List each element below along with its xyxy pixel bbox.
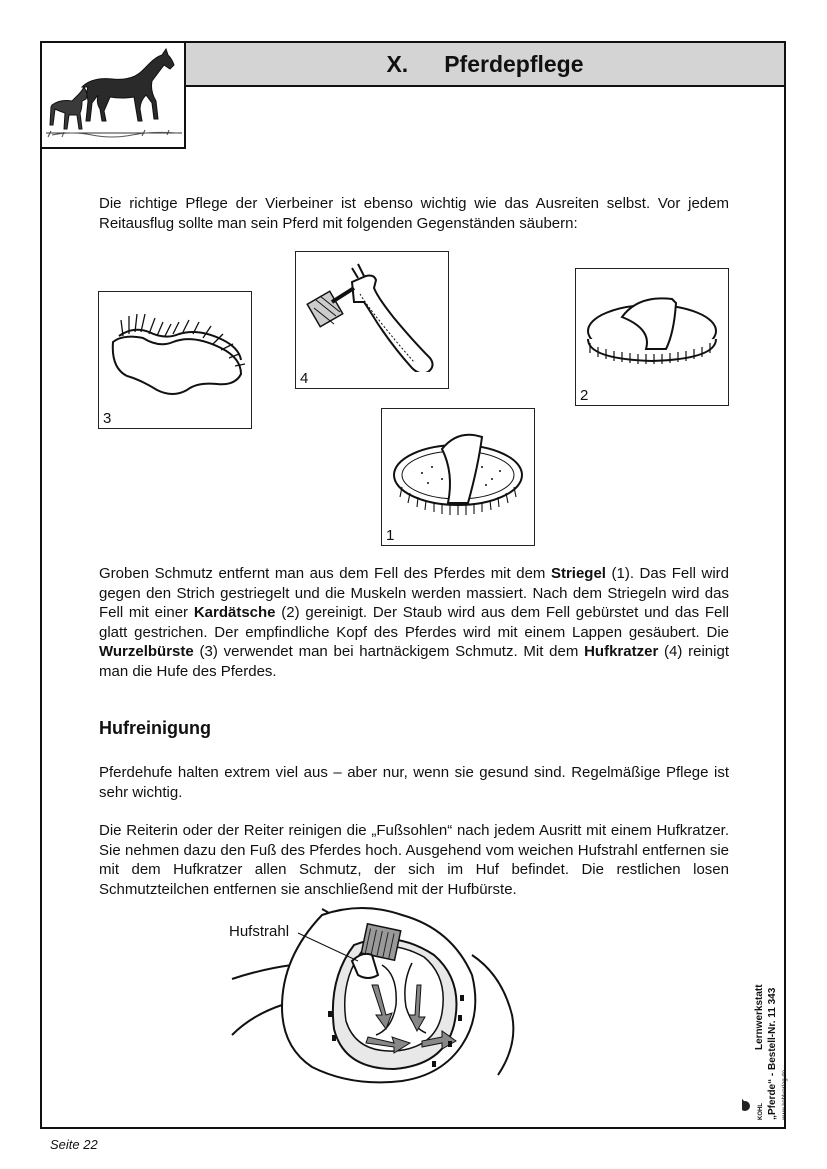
- horse-header-image: [40, 41, 186, 149]
- body-text-5: (4) reinigt man die Hufe des Pferdes.: [99, 643, 729, 680]
- body-text-1: Groben Schmutz entfernt man aus dem Fell des Pferdes mit dem: [99, 565, 551, 582]
- tool-number-4: 4: [300, 370, 309, 387]
- section-paragraph-2: Die Reiterin oder der Reiter reinigen die „Fußsohlen“ nach jedem Ausritt mit einem Hufkratzer. Sie nehmen dazu den Fuß des Pferdes hoch. Ausgehend vom weichen Hufstrahl entfernen sie mit dem Hufkratzer allen Schmutz, der sich im Huf befindet. Die restlichen losen Schmutzteilchen entfernen sie anschließend mit der Hufbürste.: [99, 822, 729, 898]
- publisher-vertical-text: [742, 880, 792, 1120]
- body-paragraph-tools: [99, 564, 729, 681]
- term-striegel: Striegel: [550, 565, 606, 582]
- kardaetsche-icon: [576, 269, 728, 389]
- wurzelbuerste-icon: [99, 292, 251, 412]
- section-paragraph-1: Pferdehufe halten extrem viel aus – aber nur, wenn sie gesund sind. Regelmäßige Pflege ist sehr wichtig.: [99, 764, 729, 801]
- publisher-url: www.kohlverlag.de: [782, 1069, 788, 1120]
- hufstrahl-label: Hufstrahl: [229, 923, 290, 940]
- tool-box-3: [98, 291, 252, 429]
- section-heading: Hufreinigung: [99, 718, 211, 738]
- hufkratzer-icon: [296, 252, 448, 372]
- tool-number-2: 2: [580, 387, 589, 404]
- striegel-icon: [382, 409, 534, 529]
- body-text-3: (2) gereinigt. Der Staub wird aus dem Fell gebürstet und das Fell glatt gestrichen. Der empfindliche Kopf des Pferdes wird mit einem Lappen gesäubert. Die: [99, 604, 729, 641]
- body-text-2: (1). Das Fell wird gegen den Strich gestriegelt und die Muskeln werden massiert. Nach dem Striegeln wird das Fell mit einer: [99, 565, 729, 621]
- horse-icon: [42, 43, 184, 147]
- tool-number-1: 1: [386, 527, 395, 544]
- chapter-number: X.: [386, 50, 409, 77]
- publisher-logo-icon: [742, 1099, 750, 1111]
- publisher-name: KOHL: [758, 1103, 764, 1120]
- intro-paragraph: Die richtige Pflege der Vierbeiner ist ebenso wichtig wie das Ausreiten selbst. Vor jedem Reitausflug sollte man sein Pferd mit folgenden Gegenständen säubern:: [99, 195, 729, 232]
- page-number: Seite 22: [50, 1137, 98, 1152]
- publisher-line-1: Lernwerkstatt: [754, 984, 765, 1050]
- tool-number-3: 3: [103, 410, 112, 427]
- page-title: Pferdepflege: [444, 50, 584, 77]
- publisher-info: [742, 880, 792, 1120]
- publisher-line-2: „Pferde“ - Bestell-Nr. 11 343: [767, 987, 778, 1120]
- body-text-4: (3) verwendet man bei hartnäckigem Schmutz. Mit dem: [193, 643, 585, 660]
- term-wurzelbuerste: Wurzelbürste: [99, 643, 194, 660]
- title-bar: [184, 41, 786, 87]
- tool-box-2: [575, 268, 729, 406]
- term-kardaetsche: Kardätsche: [193, 604, 276, 621]
- tool-box-1: [381, 408, 535, 546]
- tool-box-4: [295, 251, 449, 389]
- term-hufkratzer: Hufkratzer: [584, 643, 659, 660]
